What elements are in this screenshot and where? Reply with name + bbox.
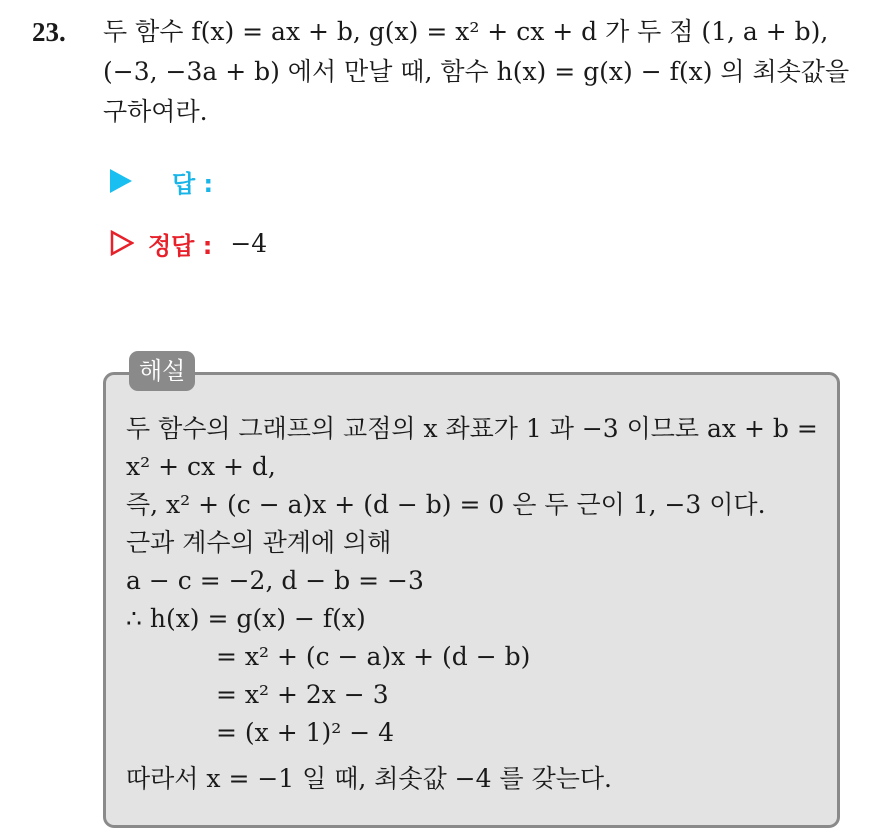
- solution-line: ∴ h(x) = g(x) − f(x): [126, 604, 366, 633]
- problem-line: 구하여라.: [103, 97, 208, 126]
- correct-answer-label: 정답 :: [148, 231, 213, 260]
- solution-line: x² + cx + d,: [126, 452, 276, 481]
- solution-tag: 해설: [129, 351, 195, 391]
- solution-line: 따라서 x = −1 일 때, 최솟값 −4 를 갖는다.: [126, 764, 612, 793]
- solution-line: 근과 계수의 관계에 의해: [126, 528, 392, 557]
- solution-line: = x² + (c − a)x + (d − b): [216, 642, 531, 671]
- solution-body: [126, 410, 836, 798]
- solution-line: a − c = −2, d − b = −3: [126, 566, 424, 595]
- solution-line: = x² + 2x − 3: [216, 680, 389, 709]
- answer-label: 답 :: [172, 169, 214, 198]
- filled-triangle-icon: [110, 169, 132, 193]
- solution-line: = (x + 1)² − 4: [216, 718, 395, 747]
- solution-line: 두 함수의 그래프의 교점의 x 좌표가 1 과 −3 이므로 ax + b =: [126, 414, 818, 443]
- outline-triangle-icon: [110, 230, 134, 256]
- answer-row: [110, 163, 213, 199]
- solution-line: 즉, x² + (c − a)x + (d − b) = 0 은 두 근이 1, −3 이다.: [126, 490, 766, 519]
- problem-text: [103, 12, 867, 132]
- correct-answer-row: [110, 225, 267, 261]
- correct-answer-value: −4: [230, 228, 268, 258]
- problem-line: 두 함수 f(x) = ax + b, g(x) = x² + cx + d 가 두 점 (1, a + b),: [103, 17, 829, 46]
- problem-number: 23.: [32, 17, 66, 47]
- problem-line: (−3, −3a + b) 에서 만날 때, 함수 h(x) = g(x) − f(x) 의 최솟값을: [103, 57, 850, 86]
